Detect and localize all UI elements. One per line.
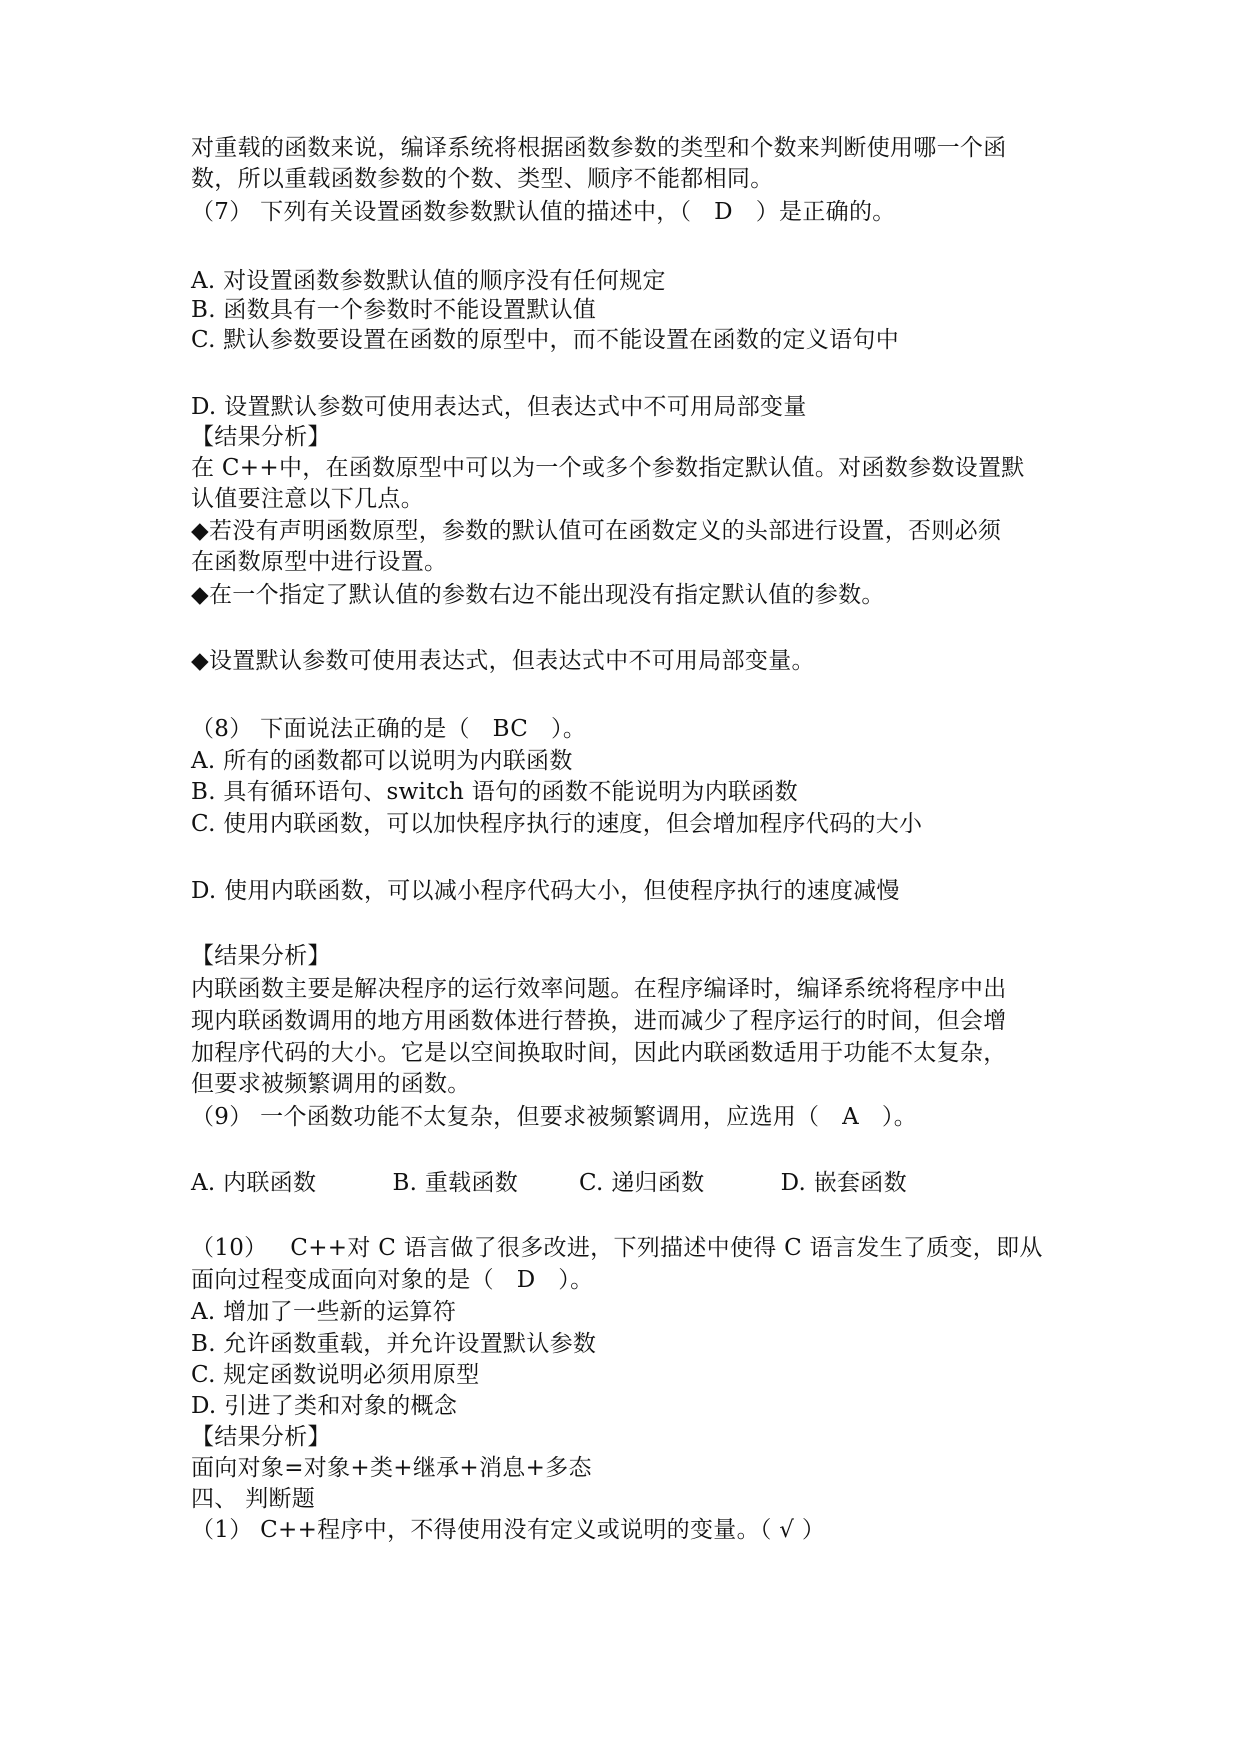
analysis-text-line: 加程序代码的大小。它是以空间换取时间，因此内联函数适用于功能不太复杂， [191,1040,1007,1066]
intro-text-line: 数，所以重载函数参数的个数、类型、顺序不能都相同。 [191,166,774,192]
question-7-option-d: D. 设置默认参数可使用表达式，但表达式中不可用局部变量 [191,394,807,420]
analysis-text-line: 内联函数主要是解决程序的运行效率问题。在程序编译时，编译系统将程序中出 [191,976,1007,1002]
true-false-item: （1） C++程序中，不得使用没有定义或说明的变量。（ √ ） [191,1517,826,1543]
analysis-text-line: 面向对象=对象+类+继承+消息+多态 [191,1455,592,1481]
analysis-heading: 【结果分析】 [191,424,331,450]
question-10-stem: （10） C++对 C 语言做了很多改进，下列描述中使得 C 语言发生了质变，即从 [191,1235,1043,1261]
bullet-point: ◆若没有声明函数原型，参数的默认值可在函数定义的头部进行设置，否则必须 [191,518,1002,544]
analysis-text-line: 但要求被频繁调用的函数。 [191,1071,471,1097]
question-7-option-b: B. 函数具有一个参数时不能设置默认值 [191,297,597,323]
question-9-options: A. 内联函数 B. 重载函数 C. 递归函数 D. 嵌套函数 [191,1170,907,1196]
question-8-option-a: A. 所有的函数都可以说明为内联函数 [191,748,573,774]
analysis-text-line: 认值要注意以下几点。 [191,486,424,512]
question-10-option-c: C. 规定函数说明必须用原型 [191,1362,480,1388]
bullet-point: ◆设置默认参数可使用表达式，但表达式中不可用局部变量。 [191,648,815,674]
question-8-option-c: C. 使用内联函数，可以加快程序执行的速度，但会增加程序代码的大小 [191,811,923,837]
analysis-heading: 【结果分析】 [191,943,331,969]
question-8-option-b: B. 具有循环语句、switch 语句的函数不能说明为内联函数 [191,779,798,805]
section-heading: 四、 判断题 [191,1486,316,1512]
analysis-heading: 【结果分析】 [191,1424,331,1450]
question-8-option-d: D. 使用内联函数，可以减小程序代码大小，但使程序执行的速度减慢 [191,878,900,904]
intro-text-line: 对重载的函数来说，编译系统将根据函数参数的类型和个数来判断使用哪一个函 [191,135,1007,161]
analysis-text-line: 在 C++中，在函数原型中可以为一个或多个参数指定默认值。对函数参数设置默 [191,455,1025,481]
question-10-option-a: A. 增加了一些新的运算符 [191,1299,457,1325]
question-7-stem: （7） 下列有关设置函数参数默认值的描述中，（ D ）是正确的。 [191,199,896,225]
question-9-stem: （9） 一个函数功能不太复杂，但要求被频繁调用，应选用（ A ）。 [191,1104,918,1130]
bullet-point-continuation: 在函数原型中进行设置。 [191,549,448,575]
question-7-option-c: C. 默认参数要设置在函数的原型中，而不能设置在函数的定义语句中 [191,327,899,353]
question-10-option-d: D. 引进了类和对象的概念 [191,1393,458,1419]
question-10-option-b: B. 允许函数重载，并允许设置默认参数 [191,1331,597,1357]
question-10-stem-continuation: 面向过程变成面向对象的是（ D ）。 [191,1267,594,1293]
question-7-option-a: A. 对设置函数参数默认值的顺序没有任何规定 [191,268,666,294]
question-8-stem: （8） 下面说法正确的是（ BC ）。 [191,716,587,742]
analysis-text-line: 现内联函数调用的地方用函数体进行替换，进而减少了程序运行的时间，但会增 [191,1008,1007,1034]
bullet-point: ◆在一个指定了默认值的参数右边不能出现没有指定默认值的参数。 [191,582,885,608]
